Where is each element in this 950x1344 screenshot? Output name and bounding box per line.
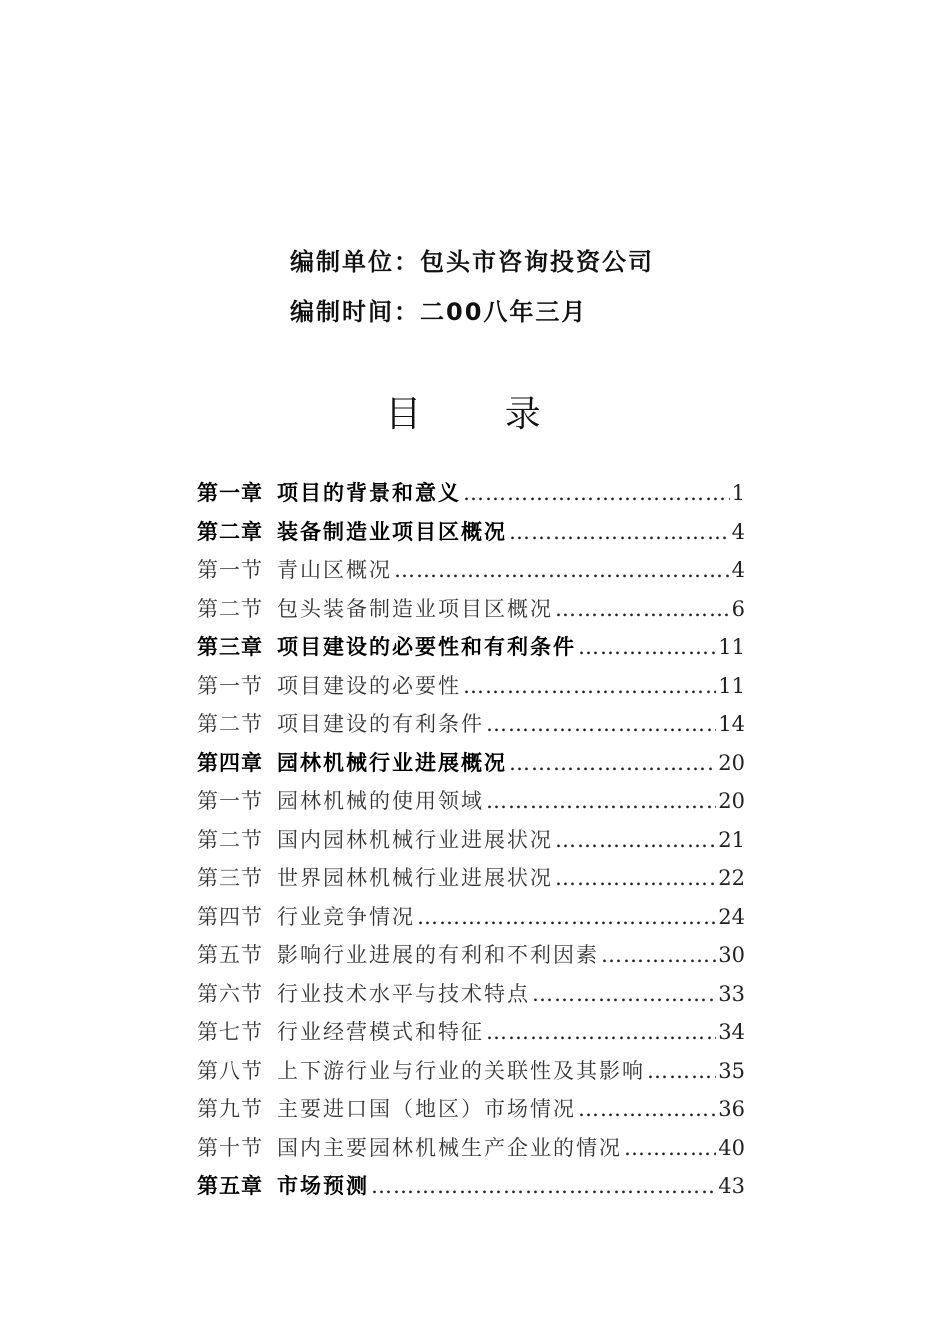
toc-dot-leader	[394, 551, 730, 590]
toc-dot-leader	[509, 744, 716, 783]
toc-page-number: 21	[718, 827, 745, 852]
toc-entry-title: 行业经营模式和特征	[277, 1020, 484, 1044]
toc-section-entry[interactable]	[197, 1129, 745, 1168]
toc-page-number: 6	[731, 596, 745, 621]
toc-page-number: 11	[718, 673, 745, 698]
toc-page-number: 20	[718, 750, 745, 775]
toc-dot-leader	[578, 1090, 716, 1129]
toc-entry-title: 国内园林机械行业进展状况	[277, 827, 553, 852]
toc-entry-number: 第三节	[197, 866, 263, 890]
toc-entry-number: 第三章	[197, 635, 263, 659]
toc-entry-title: 主要进口国（地区）市场情况	[277, 1097, 576, 1121]
toc-dot-leader	[555, 859, 716, 898]
toc-section-entry[interactable]	[197, 975, 745, 1014]
toc-dot-leader	[486, 705, 716, 744]
toc-entry-number: 第二章	[197, 519, 263, 544]
toc-entry-title: 装备制造业项目区概况	[277, 519, 507, 544]
toc-entry-number: 第四节	[197, 904, 263, 929]
toc-entry-number: 第八节	[197, 1058, 263, 1083]
toc-entry-number: 第九节	[197, 1097, 263, 1121]
toc-entry-title: 影响行业进展的有利和不利因素	[277, 943, 599, 967]
toc-entry-title: 上下游行业与行业的关联性及其影响	[277, 1058, 645, 1083]
toc-dot-leader	[486, 782, 716, 821]
toc-dot-leader	[578, 628, 716, 667]
toc-entry-title: 行业竞争情况	[277, 904, 415, 929]
toc-page-number: 36	[718, 1097, 745, 1121]
toc-entry-number: 第一节	[197, 558, 263, 582]
toc-page-number: 11	[718, 635, 745, 659]
toc-entry-number: 第四章	[197, 750, 263, 775]
toc-section-entry[interactable]	[197, 821, 745, 860]
toc-section-entry[interactable]	[197, 1013, 745, 1052]
toc-entry-number: 第一节	[197, 789, 263, 813]
toc-page-number: 33	[718, 981, 745, 1006]
toc-entry-title: 项目建设的必要性	[277, 673, 461, 698]
toc-entry-number: 第七节	[197, 1020, 263, 1044]
toc-section-entry[interactable]	[197, 936, 745, 975]
toc-entry-number: 第一节	[197, 673, 263, 698]
toc-chapter-entry[interactable]	[197, 744, 745, 783]
toc-entry-title: 市场预测	[277, 1174, 369, 1198]
toc-entry-title: 行业技术水平与技术特点	[277, 981, 530, 1006]
compiler-line: 编制单位：包头市咨询投资公司	[290, 248, 654, 276]
toc-dot-leader	[417, 898, 716, 937]
toc-dot-leader	[486, 1013, 716, 1052]
toc-entry-title: 园林机械行业进展概况	[277, 750, 507, 775]
toc-page-number: 4	[731, 558, 745, 582]
toc-dot-leader	[371, 1167, 716, 1206]
toc-entry-title: 世界园林机械行业进展状况	[277, 866, 553, 890]
toc-section-entry[interactable]	[197, 590, 745, 629]
toc-entry-title: 项目建设的必要性和有利条件	[277, 635, 576, 659]
table-of-contents	[197, 474, 745, 1206]
toc-section-entry[interactable]	[197, 782, 745, 821]
toc-entry-title: 项目建设的有利条件	[277, 712, 484, 736]
toc-dot-leader	[647, 1052, 716, 1091]
toc-dot-leader	[601, 936, 716, 975]
toc-entry-title: 国内主要园林机械生产企业的情况	[277, 1135, 622, 1160]
toc-page-number: 4	[731, 519, 745, 544]
toc-entry-number: 第十节	[197, 1135, 263, 1160]
toc-chapter-entry[interactable]	[197, 1167, 745, 1206]
toc-chapter-entry[interactable]	[197, 513, 745, 552]
toc-dot-leader	[555, 590, 730, 629]
toc-entry-number: 第二节	[197, 712, 263, 736]
toc-chapter-entry[interactable]	[197, 628, 745, 667]
toc-dot-leader	[509, 513, 730, 552]
toc-page-number: 22	[718, 866, 745, 890]
toc-section-entry[interactable]	[197, 1052, 745, 1091]
toc-dot-leader	[463, 474, 730, 513]
toc-dot-leader	[532, 975, 716, 1014]
toc-entry-title: 园林机械的使用领域	[277, 789, 484, 813]
toc-page-number: 14	[718, 712, 745, 736]
toc-section-entry[interactable]	[197, 859, 745, 898]
toc-page-number: 1	[731, 481, 745, 505]
toc-section-entry[interactable]	[197, 898, 745, 937]
toc-entry-title: 项目的背景和意义	[277, 481, 461, 505]
toc-entry-title: 包头装备制造业项目区概况	[277, 596, 553, 621]
toc-dot-leader	[624, 1129, 716, 1168]
toc-page-number: 35	[718, 1058, 745, 1083]
toc-page-number: 40	[718, 1135, 745, 1160]
toc-entry-number: 第六节	[197, 981, 263, 1006]
toc-section-entry[interactable]	[197, 667, 745, 706]
toc-page-number: 30	[718, 943, 745, 967]
toc-entry-number: 第二节	[197, 596, 263, 621]
toc-entry-number: 第二节	[197, 827, 263, 852]
toc-page-number: 24	[718, 904, 745, 929]
toc-chapter-entry[interactable]	[197, 474, 745, 513]
toc-title: 目 录	[385, 394, 577, 435]
toc-entry-number: 第五节	[197, 943, 263, 967]
toc-page-number: 34	[718, 1020, 745, 1044]
toc-section-entry[interactable]	[197, 551, 745, 590]
toc-entry-number: 第五章	[197, 1174, 263, 1198]
toc-entry-number: 第一章	[197, 481, 263, 505]
toc-section-entry[interactable]	[197, 705, 745, 744]
date-line: 编制时间：二00八年三月	[290, 298, 588, 326]
toc-page-number: 20	[718, 789, 745, 813]
toc-section-entry[interactable]	[197, 1090, 745, 1129]
toc-entry-title: 青山区概况	[277, 558, 392, 582]
toc-page-number: 43	[718, 1174, 745, 1198]
toc-dot-leader	[463, 667, 716, 706]
toc-dot-leader	[555, 821, 716, 860]
